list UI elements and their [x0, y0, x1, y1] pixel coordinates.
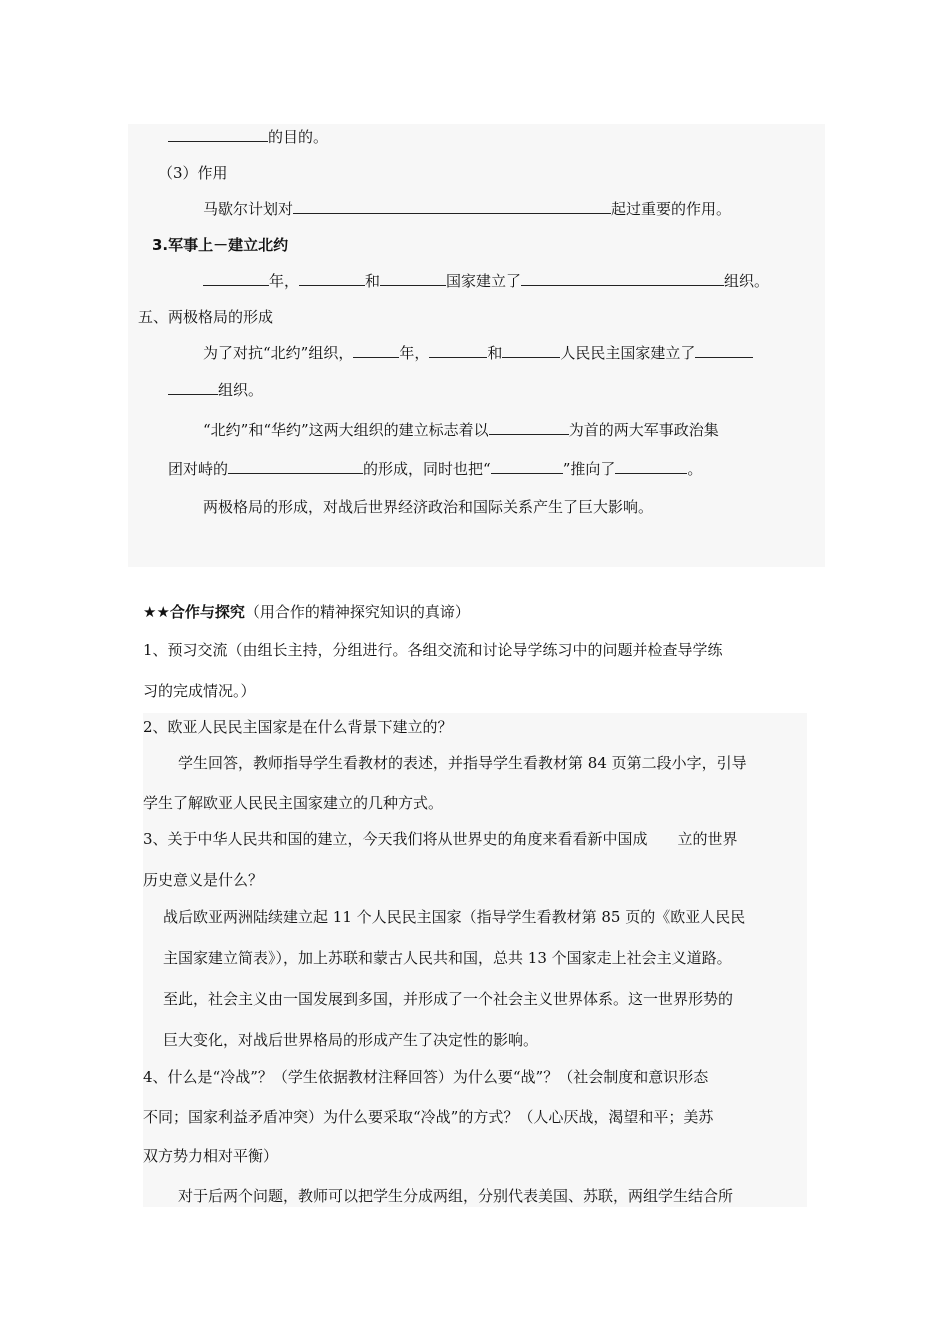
marshall-effect-line: 马歇尔计划对 起过重要的作用。 — [203, 200, 732, 218]
q2-answer-b: 学生了解欧亚人民民主国家建立的几种方式。 — [143, 794, 444, 812]
q1-line-a: 1、预习交流（由组长主持，分组进行。各组交流和讨论导学练习中的问题并检查导学练 — [143, 641, 723, 659]
warsaw-line-cont: 组织。 — [168, 380, 263, 400]
q4-answer-a: 对于后两个问题，教师可以把学生分成两组，分别代表美国、苏联，两组学生结合所 — [178, 1187, 734, 1205]
blank-field — [203, 271, 269, 286]
q3-line-b: 历史意义是什么？ — [143, 871, 264, 889]
nato-heading: 3.军事上－建立北约 — [152, 236, 289, 254]
warsaw-line: 为了对抗“北约”组织， 年， 和 人民民主国家建立了 — [203, 343, 753, 363]
blank-field — [521, 271, 724, 286]
blank-field — [380, 271, 446, 286]
blank-field — [502, 343, 560, 358]
blank-field — [293, 199, 611, 214]
q2-answer-a: 学生回答，教师指导学生看教材的表述，并指导学生看教材第 84 页第二段小字，引导 — [178, 754, 747, 772]
bipolar-heading: 五、两极格局的形成 — [138, 308, 274, 326]
purpose-line: 的目的。 — [168, 127, 328, 147]
bloc-sign-line: “北约”和“华约”这两大组织的建立标志着以 为首的两大军事政治集 — [203, 421, 719, 439]
q3-line-a: 3、关于中华人民共和国的建立，今天我们将从世界史的角度来看看新中国成 立的世界 — [143, 830, 738, 848]
blank-field — [299, 271, 365, 286]
blank-field — [429, 343, 487, 358]
q1-line-b: 习的完成情况。） — [143, 682, 256, 700]
q2-line: 2、欧亚人民民主国家是在什么背景下建立的？ — [143, 718, 453, 736]
q4-line-b: 不同；国家利益矛盾冲突）为什么要采取“冷战”的方式？（人心厌战，渴望和平；美苏 — [143, 1108, 714, 1126]
q4-line-c: 双方势力相对平衡） — [143, 1147, 279, 1165]
blank-field — [168, 380, 218, 395]
coop-heading: ★★合作与探究（用合作的精神探究知识的真谛） — [143, 603, 470, 621]
q3-answer-b: 主国家建立简表》），加上苏联和蒙古人民共和国，总共 13 个国家走上社会主义道路。 — [163, 949, 732, 967]
blank-field — [168, 127, 268, 142]
confrontation-line: 团对峙的 的形成，同时也把“ ”推向了 。 — [168, 460, 703, 478]
q3-answer-a: 战后欧亚两洲陆续建立起 11 个人民民主国家（指导学生看教材第 85 页的《欧亚人民民 — [163, 908, 746, 926]
blank-field — [489, 420, 569, 435]
blank-field — [695, 343, 753, 358]
blank-field — [353, 343, 399, 358]
item3-heading: （3）作用 — [158, 164, 228, 182]
blank-field — [491, 459, 563, 474]
blank-field — [228, 459, 363, 474]
q3-answer-d: 巨大变化，对战后世界格局的形成产生了决定性的影响。 — [163, 1031, 539, 1049]
q3-answer-c: 至此，社会主义由一国发展到多国，并形成了一个社会主义世界体系。这一世界形势的 — [163, 990, 734, 1008]
impact-line: 两极格局的形成，对战后世界经济政治和国际关系产生了巨大影响。 — [203, 498, 654, 516]
nato-fill-line: 年， 和 国家建立了 组织。 — [203, 271, 769, 291]
blank-field — [615, 459, 687, 474]
q4-line-a: 4、什么是“冷战”？（学生依据教材注释回答）为什么要“战”？（社会制度和意识形态 — [143, 1068, 709, 1086]
